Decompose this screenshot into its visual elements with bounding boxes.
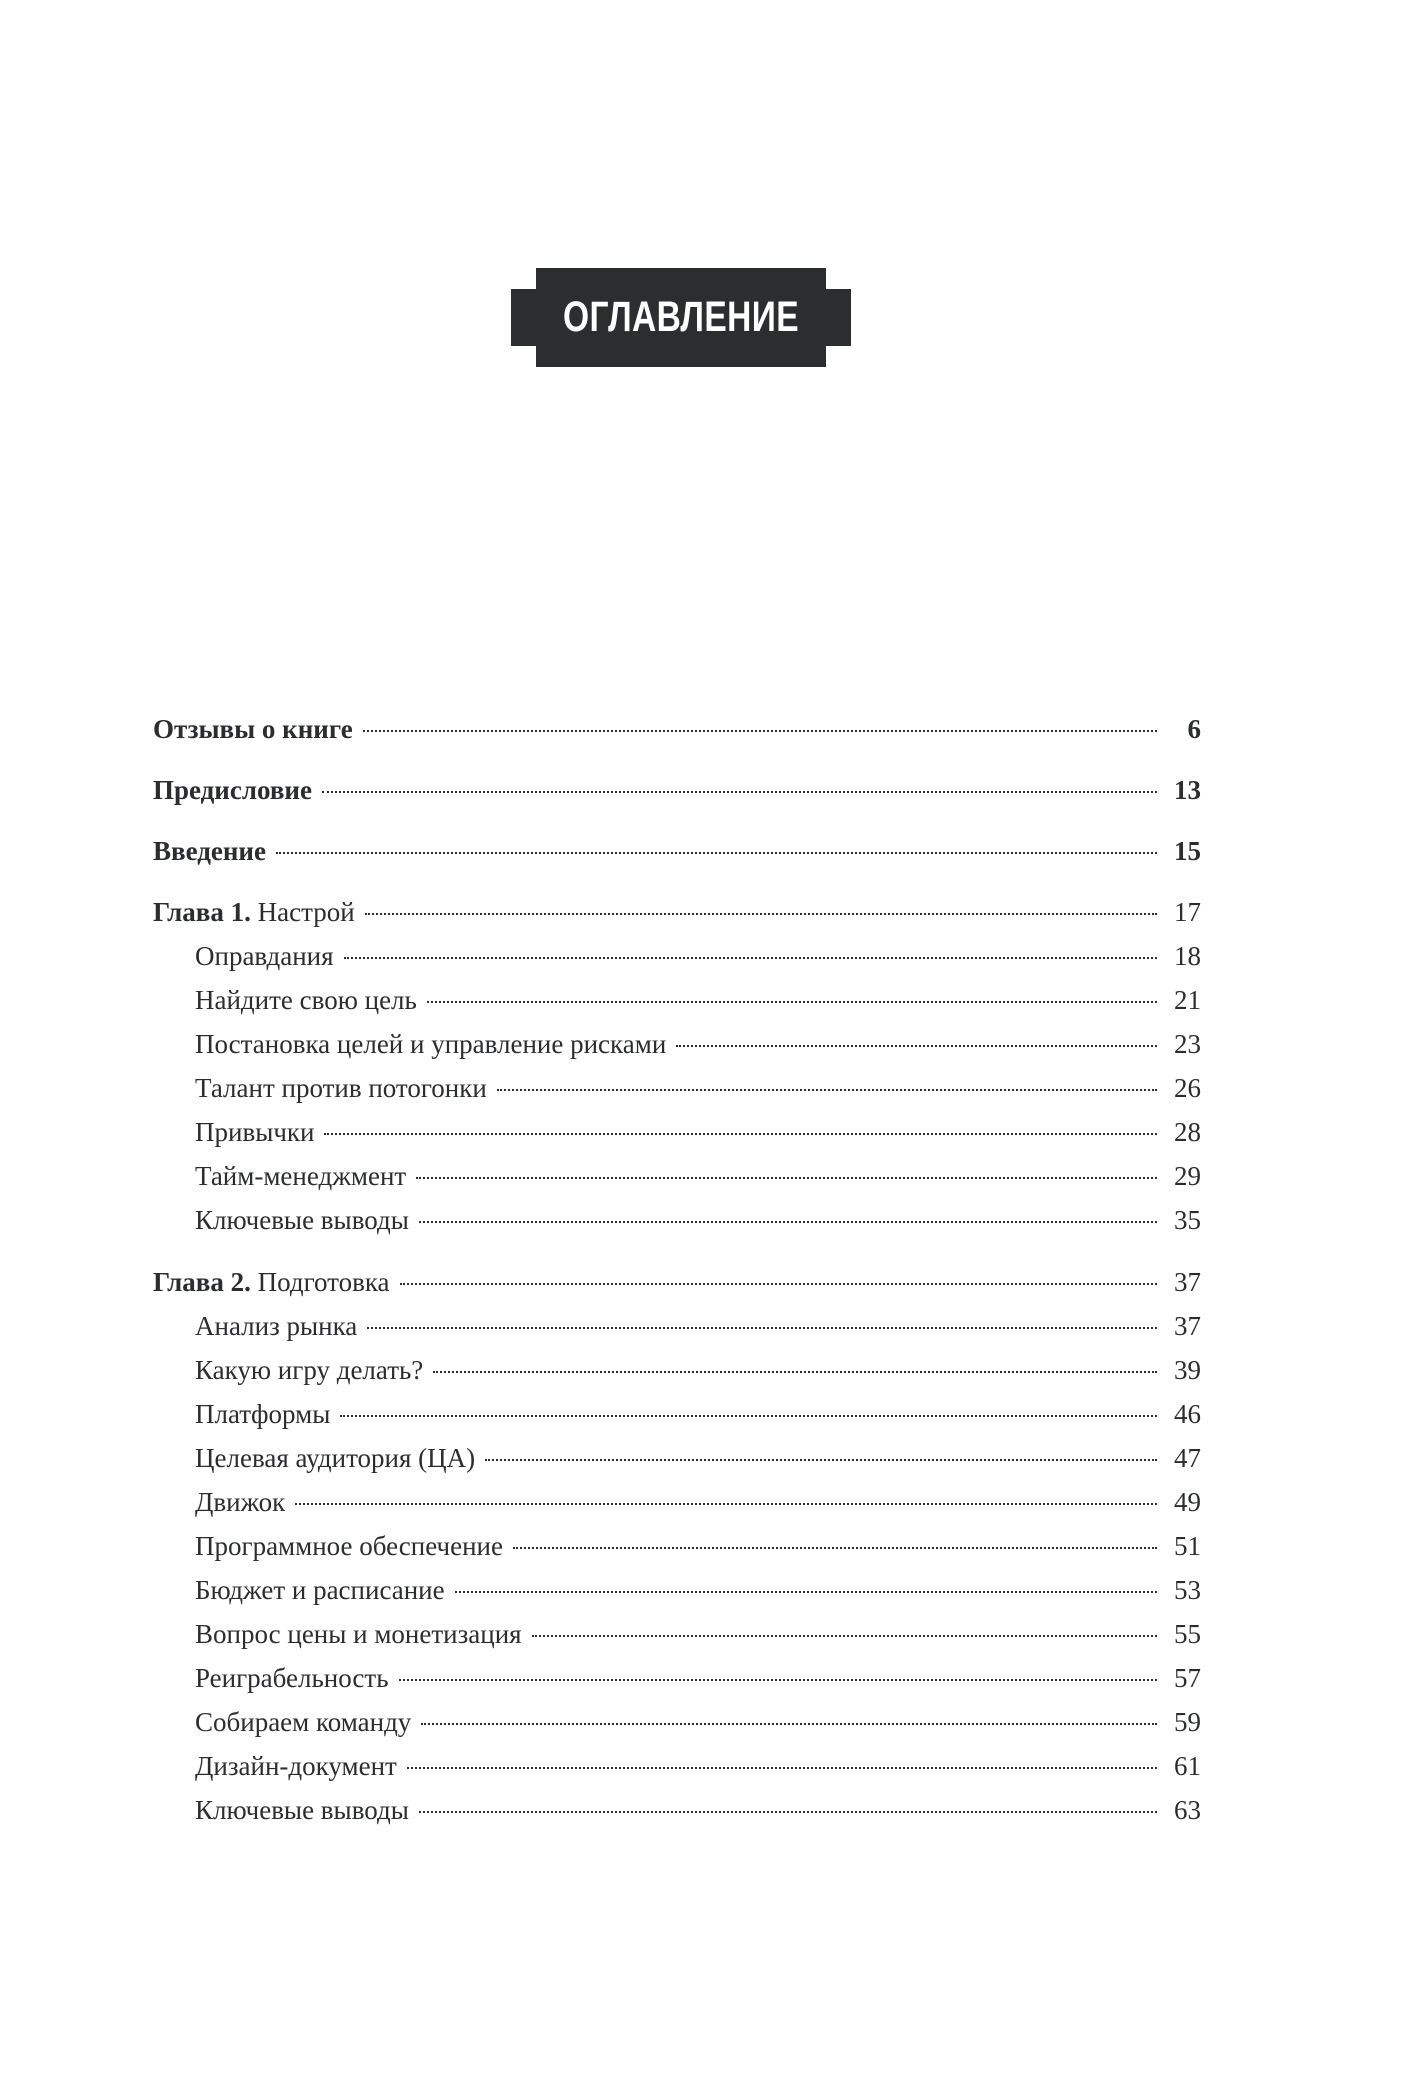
toc-section-entry[interactable] bbox=[153, 1024, 1201, 1064]
toc-entry-title: Анализ рынка bbox=[195, 1311, 358, 1341]
toc-leader-dots bbox=[455, 1591, 1157, 1593]
toc-page-number: 55 bbox=[1174, 1619, 1201, 1649]
toc-page-number: 26 bbox=[1174, 1073, 1201, 1103]
toc-page-number: 61 bbox=[1174, 1751, 1201, 1781]
toc-leader-dots bbox=[419, 1221, 1157, 1223]
toc-leader-dots bbox=[421, 1723, 1157, 1725]
toc-leader-dots bbox=[367, 1327, 1157, 1329]
toc-entry-title: Целевая аудитория (ЦА) bbox=[195, 1443, 476, 1473]
toc-entry-title: Вопрос цены и монетизация bbox=[195, 1619, 522, 1649]
toc-leader-dots bbox=[365, 913, 1157, 915]
toc-leader-dots bbox=[400, 1283, 1157, 1285]
toc-entry-title: Постановка целей и управление рисками bbox=[195, 1029, 667, 1059]
toc-entry-title: Движок bbox=[195, 1487, 286, 1517]
toc-entry-title: Привычки bbox=[195, 1117, 315, 1147]
toc-leader-dots bbox=[676, 1045, 1157, 1047]
toc-page-number: 47 bbox=[1174, 1443, 1201, 1473]
toc-entry-title: Введение bbox=[153, 836, 266, 866]
toc-entry-title: Реиграбельность bbox=[195, 1663, 389, 1693]
toc-page-number: 29 bbox=[1174, 1161, 1201, 1191]
toc-entry-title: Дизайн-документ bbox=[195, 1751, 397, 1781]
toc-entry[interactable] bbox=[153, 709, 1201, 749]
toc-leader-dots bbox=[276, 852, 1157, 854]
toc-entry-title: Бюджет и расписание bbox=[195, 1575, 445, 1605]
toc-section-entry[interactable] bbox=[153, 1112, 1201, 1152]
toc-entry-title: Найдите свою цель bbox=[195, 985, 417, 1015]
toc-leader-dots bbox=[407, 1767, 1157, 1769]
toc-section-entry[interactable] bbox=[153, 1156, 1201, 1196]
toc-page-number: 15 bbox=[1174, 836, 1201, 866]
toc-page-number: 21 bbox=[1174, 985, 1201, 1015]
toc-leader-dots bbox=[324, 1133, 1157, 1135]
toc-leader-dots bbox=[344, 957, 1157, 959]
toc-page-number: 53 bbox=[1174, 1575, 1201, 1605]
toc-entry-title: Тайм-менеджмент bbox=[195, 1161, 407, 1191]
toc-page-number: 35 bbox=[1174, 1205, 1201, 1235]
toc-leader-dots bbox=[532, 1635, 1157, 1637]
toc-page-number: 6 bbox=[1187, 714, 1201, 744]
toc-page-number: 39 bbox=[1174, 1355, 1201, 1385]
toc-entry-title: Оправдания bbox=[195, 941, 334, 971]
toc-leader-dots bbox=[513, 1547, 1157, 1549]
toc-entry-title: Ключевые выводы bbox=[195, 1205, 409, 1235]
toc-entry-title: Предисловие bbox=[153, 775, 312, 805]
toc-section-entry[interactable] bbox=[153, 1068, 1201, 1108]
toc-section-entry[interactable] bbox=[153, 1658, 1201, 1698]
toc-section-entry[interactable] bbox=[153, 1570, 1201, 1610]
toc-entry-title: Ключевые выводы bbox=[195, 1795, 409, 1825]
toc-leader-dots bbox=[363, 730, 1157, 732]
toc-chapter-entry[interactable] bbox=[153, 1262, 1201, 1302]
toc-leader-dots bbox=[427, 1001, 1157, 1003]
toc-page-number: 18 bbox=[1174, 941, 1201, 971]
toc-entry-title: Собираем команду bbox=[195, 1707, 412, 1737]
toc-leader-dots bbox=[416, 1177, 1157, 1179]
toc-title-banner bbox=[511, 268, 851, 367]
toc-page-number: 46 bbox=[1174, 1399, 1201, 1429]
toc-entry-title: Глава 2. Подготовка bbox=[153, 1267, 390, 1297]
toc-entry-title: Глава 1. Настрой bbox=[153, 897, 355, 927]
toc-leader-dots bbox=[433, 1371, 1157, 1373]
toc-section-entry[interactable] bbox=[153, 1526, 1201, 1566]
toc-leader-dots bbox=[399, 1679, 1157, 1681]
toc-page-number: 13 bbox=[1174, 775, 1201, 805]
toc-entry-title: Программное обеспечение bbox=[195, 1531, 503, 1561]
toc-entry-title: Отзывы о книге bbox=[153, 714, 353, 744]
toc-section-entry[interactable] bbox=[153, 1702, 1201, 1742]
page-title: ОГЛАВЛЕНИЕ bbox=[563, 293, 799, 341]
toc-entry[interactable] bbox=[153, 831, 1201, 871]
toc-page-number: 37 bbox=[1174, 1267, 1201, 1297]
toc-section-entry[interactable] bbox=[153, 1394, 1201, 1434]
toc-section-entry[interactable] bbox=[153, 1200, 1201, 1240]
toc-page-number: 59 bbox=[1174, 1707, 1201, 1737]
toc-section-entry[interactable] bbox=[153, 1790, 1201, 1830]
toc-page-number: 17 bbox=[1174, 897, 1201, 927]
toc-entry-title: Какую игру делать? bbox=[195, 1355, 424, 1385]
toc-section-entry[interactable] bbox=[153, 1306, 1201, 1346]
toc-leader-dots bbox=[322, 791, 1157, 793]
toc-leader-dots bbox=[497, 1089, 1157, 1091]
toc-section-entry[interactable] bbox=[153, 936, 1201, 976]
toc-page-number: 49 bbox=[1174, 1487, 1201, 1517]
toc-page-number: 57 bbox=[1174, 1663, 1201, 1693]
toc-leader-dots bbox=[340, 1415, 1157, 1417]
toc-page-number: 28 bbox=[1174, 1117, 1201, 1147]
toc-page-number: 51 bbox=[1174, 1531, 1201, 1561]
toc-leader-dots bbox=[419, 1811, 1157, 1813]
toc-entry[interactable] bbox=[153, 770, 1201, 810]
toc-leader-dots bbox=[295, 1503, 1157, 1505]
toc-section-entry[interactable] bbox=[153, 1350, 1201, 1390]
toc-page-number: 37 bbox=[1174, 1311, 1201, 1341]
toc-leader-dots bbox=[485, 1459, 1157, 1461]
toc-page-number: 23 bbox=[1174, 1029, 1201, 1059]
toc-section-entry[interactable] bbox=[153, 1482, 1201, 1522]
toc-chapter-entry[interactable] bbox=[153, 892, 1201, 932]
toc-section-entry[interactable] bbox=[153, 1746, 1201, 1786]
toc-entry-title: Платформы bbox=[195, 1399, 331, 1429]
toc-section-entry[interactable] bbox=[153, 980, 1201, 1020]
toc-section-entry[interactable] bbox=[153, 1438, 1201, 1478]
toc-page-number: 63 bbox=[1174, 1795, 1201, 1825]
toc-section-entry[interactable] bbox=[153, 1614, 1201, 1654]
toc-entry-title: Талант против потогонки bbox=[195, 1073, 487, 1103]
